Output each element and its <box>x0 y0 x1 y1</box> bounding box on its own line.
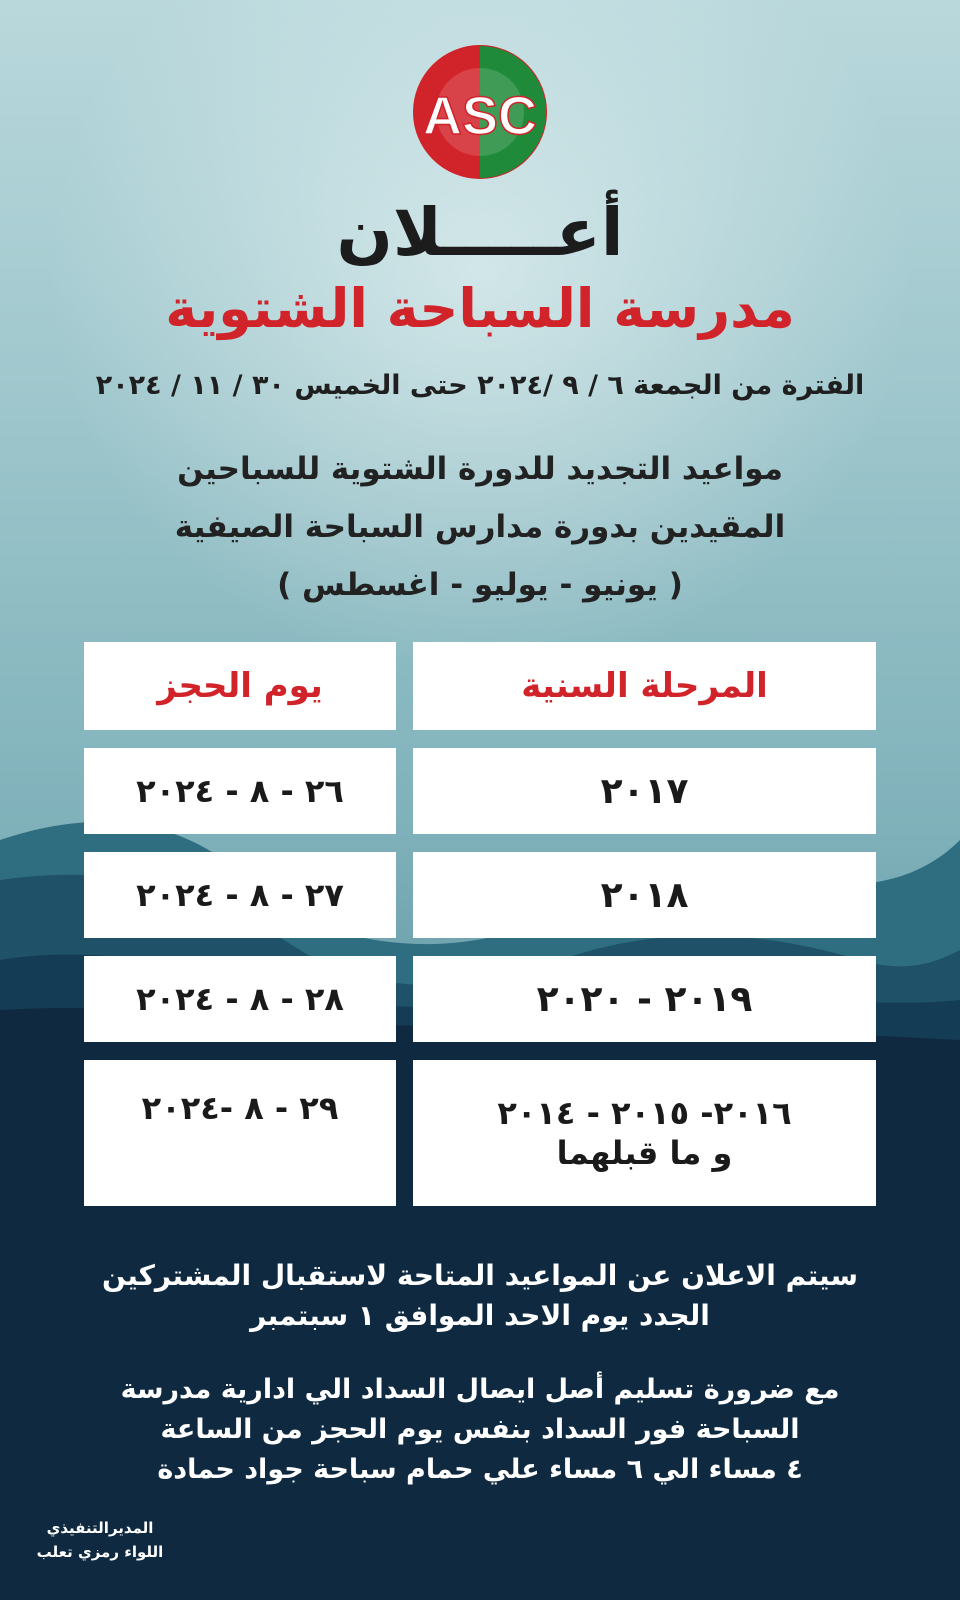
table-header-booking-day <box>84 642 396 730</box>
notice-line: السباحة فور السداد بنفس يوم الحجز من الساعة <box>160 1414 800 1445</box>
header-label: يوم الحجز <box>157 666 323 706</box>
header-label: المرحلة السنية <box>521 666 768 706</box>
intro-line: مواعيد التجديد للدورة الشتوية للسباحين <box>177 451 783 487</box>
table-cell-day <box>84 748 396 834</box>
notice-line: ٤ مساء الي ٦ مساء علي حمام سباحة جواد حمادة <box>157 1454 803 1485</box>
svg-text:ASC: ASC <box>422 86 538 146</box>
club-logo <box>412 44 548 180</box>
table-cell-day <box>84 956 396 1042</box>
day-value: ٢٧ - ٨ - ٢٠٢٤ <box>136 876 344 914</box>
signature-title: المديرالتنفيذي <box>46 1519 154 1537</box>
age-value: ٢٠١٦- ٢٠١٥ - ٢٠١٤ <box>497 1094 792 1132</box>
day-value: ٢٦ - ٨ - ٢٠٢٤ <box>136 772 344 810</box>
table-cell-day <box>84 1060 396 1206</box>
school-title: مدرسة السباحة الشتوية <box>165 277 795 340</box>
day-value: ٢٨ - ٨ - ٢٠٢٤ <box>136 980 344 1018</box>
table-cell-age <box>413 956 876 1042</box>
announcement-title: أعـــــلان <box>336 194 624 271</box>
age-value: ٢٠١٨ <box>600 874 689 916</box>
payment-notice <box>60 1370 900 1490</box>
signature <box>20 1516 180 1564</box>
table-cell-age <box>413 852 876 938</box>
notice-line: مع ضرورة تسليم أصل ايصال السداد الي ادارية مدرسة <box>120 1374 840 1405</box>
table-header-age-stage <box>413 642 876 730</box>
asc-logo-icon <box>412 44 548 180</box>
period-text: الفترة من الجمعة ٦ / ٩ /٢٠٢٤ حتى الخميس ٣٠ / ١١ / ٢٠٢٤ <box>95 370 865 401</box>
table-cell-age <box>413 748 876 834</box>
intro-text <box>60 440 900 614</box>
age-note: و ما قبلهما <box>556 1134 733 1172</box>
new-members-notice <box>60 1256 900 1336</box>
signature-name: اللواء رمزي تعلب <box>36 1543 164 1561</box>
table-cell-day <box>84 852 396 938</box>
notice-line: سيتم الاعلان عن المواعيد المتاحة لاستقبال المشتركين <box>102 1259 858 1292</box>
age-value: ٢٠١٧ <box>600 770 689 812</box>
age-value: ٢٠١٩ - ٢٠٢٠ <box>536 978 753 1020</box>
notice-line: الجدد يوم الاحد الموافق ١ سبتمبر <box>250 1299 710 1332</box>
day-value: ٢٩ - ٨ -٢٠٢٤ <box>141 1089 339 1127</box>
table-cell-age <box>413 1060 876 1206</box>
intro-line: المقيدين بدورة مدارس السباحة الصيفية <box>174 509 786 545</box>
intro-line: ( يونيو - يوليو - اغسطس ) <box>277 567 683 603</box>
